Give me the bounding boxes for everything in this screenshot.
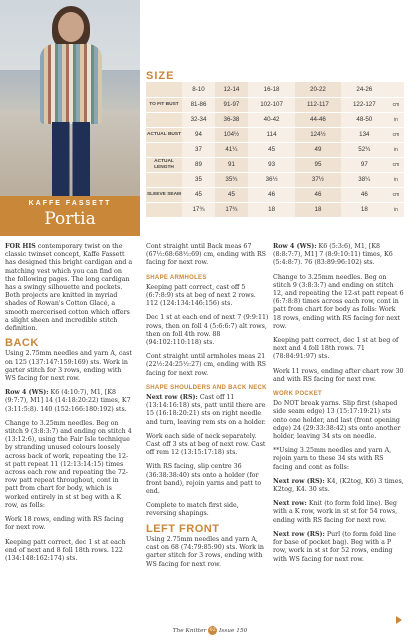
row-label <box>146 112 182 127</box>
front-work-rows: Work 11 rows, ending after chart row 30 and with RS facing for next row. <box>273 367 404 383</box>
unit-cell: cm <box>388 187 404 202</box>
table-row <box>146 127 404 142</box>
unit-cell: cm <box>388 97 404 112</box>
row-label: TO FIT BUST <box>146 97 182 112</box>
armholes-decrease: Dec 1 st at each end of next 7 (9:9:11) rows, then on foll 4 (5:6:6:7) alt rows, then on foll 4th row. 88 (94:102:110:118) sts. <box>146 314 269 347</box>
page-number-badge: 02 <box>209 627 216 633</box>
row-text: K6 (4:10:7), M1, [K8 (9:7:7), M1] 14 (14:18:20:22) times, K7 (3:11:5:8). 140 (152:166:180:192) sts. <box>5 389 131 413</box>
back-row4 <box>5 389 133 414</box>
armholes-heading: SHAPE ARMHOLES <box>146 274 207 281</box>
row-lead: Next row: <box>273 500 307 508</box>
left-front-cast-on: Using 2.75mm needles and yarn A, cast on 68 (74:79:85:90) sts. Work in garter stitch for 3 rows, ending with WS facing for next row. <box>146 535 264 568</box>
column-1 <box>5 243 133 569</box>
table-row <box>146 142 404 157</box>
pocket-heading: WORK POCKET <box>273 391 322 398</box>
table-cell: 35¾ <box>215 172 248 187</box>
back-decrease: Keeping patt correct, dec 1 st at each end of next and 8 foll 18th rows. 122 (134:148:162:174) sts. <box>5 538 126 562</box>
size-col-header: 20-22 <box>295 82 340 97</box>
row-text: Purl (to form fold line for base of pocket bag). Beg with a P row, work in st st for 52 rows, ending with WS facing for next row. <box>273 530 397 563</box>
shoulders-slip-centre: With RS facing, slip centre 36 (36:38:38:40) sts onto a holder (for front band), rejoin yarns and patt to end. <box>146 463 262 496</box>
table-cell: 91-97 <box>215 97 248 112</box>
table-row <box>146 157 404 172</box>
unit-cell: in <box>388 172 404 187</box>
table-cell: 17¾ <box>215 202 248 217</box>
table-cell: 41¼ <box>215 142 248 157</box>
unit-cell: in <box>388 202 404 217</box>
table-cell: 114 <box>248 127 295 142</box>
size-heading: SIZE <box>146 70 175 82</box>
table-cell: 81-86 <box>182 97 215 112</box>
size-col-header: 8-10 <box>182 82 215 97</box>
page-footer <box>150 626 270 635</box>
issue-label: Issue 150 <box>219 628 248 634</box>
table-cell: 124½ <box>295 127 340 142</box>
row-text: Knit (to form fold line). Beg with a K row, work in st st for 54 rows, ending with RS facing for next row. <box>273 500 398 524</box>
front-decrease: Keeping patt correct, dec 1 st at beg of next and 4 foll 18th rows. 71 (78:84:91:97) sts. <box>273 337 399 361</box>
unit-cell: in <box>388 142 404 157</box>
column-2 <box>146 243 269 575</box>
table-row <box>146 97 404 112</box>
row-lead: Next row (RS): <box>273 477 325 485</box>
back-heading: BACK <box>5 337 39 350</box>
unit-cell: cm <box>388 157 404 172</box>
table-cell: 49 <box>295 142 340 157</box>
column-3 <box>273 243 404 570</box>
magazine-name: The Knitter <box>172 628 207 634</box>
table-cell: 40-42 <box>248 112 295 127</box>
row-lead: Next row (RS): <box>146 394 198 402</box>
table-cell: 48-50 <box>341 112 388 127</box>
back-cast-on: Using 2.75mm needles and yarn A, cast on 125 (137:147:159:169) sts. Work in garter stitch for 3 rows, ending with WS facing for next row. <box>5 350 132 383</box>
table-row <box>146 202 404 217</box>
back-cont-straight: Cont straight until Back meas 67 (67½:68:68½:69) cm, ending with RS facing for next row. <box>146 243 266 267</box>
shoulders-next-row <box>146 394 269 427</box>
intro-paragraph <box>5 243 133 333</box>
table-cell: 18 <box>295 202 340 217</box>
row-label: ACTUAL BUST <box>146 127 182 142</box>
table-cell: 91 <box>215 157 248 172</box>
back-work-rows: Work 18 rows, ending with RS facing for next row. <box>5 516 124 532</box>
table-cell: 36-38 <box>215 112 248 127</box>
row-lead: Row 4 (WS): <box>273 243 317 250</box>
continue-arrow-icon <box>396 616 402 624</box>
size-col-header: 16-18 <box>248 82 295 97</box>
table-cell: 44-46 <box>295 112 340 127</box>
table-cell: 104½ <box>215 127 248 142</box>
table-cell: 89 <box>182 157 215 172</box>
shoulders-complete: Complete to match first side, reversing shapings. <box>146 502 239 518</box>
table-row <box>146 187 404 202</box>
back-chart-instructions: Change to 3.25mm needles. Beg on stitch 9 (3:8:3:7) and ending on stitch 4 (13:12:6), using the Fair Isle technique by stranding unused colours loosely across back of work, repeating the 12-st patt repeat 11 (12:13:14:15) times across each row and repeating the 72-row patt repeat throughout, cont in patt from chart for body, which is worked entirely in st st beg with a K row, as folls: <box>5 419 132 509</box>
armholes-cont: Cont straight until armholes meas 21 (22½:24:25½:27) cm, ending with RS facing for next row. <box>146 353 266 377</box>
table-cell: 37½ <box>295 172 340 187</box>
pocket-rejoin: **Using 3.25mm needles and yarn A, rejoin yarn to these 34 sts with RS facing and cont as folls: <box>273 447 392 471</box>
table-cell: 102-107 <box>248 97 295 112</box>
table-cell: 95 <box>295 157 340 172</box>
table-cell: 45 <box>182 187 215 202</box>
table-cell: 18 <box>341 202 388 217</box>
photo-cardigan <box>40 44 102 124</box>
intro-lead: FOR HIS <box>5 243 36 250</box>
model-photo <box>0 0 140 196</box>
row-text: K4, (K2tog, K6) 3 times, K2tog, K4. 30 sts. <box>273 477 404 494</box>
table-cell: 122-127 <box>341 97 388 112</box>
table-cell: 18 <box>248 202 295 217</box>
row-label <box>146 172 182 187</box>
front-row4 <box>273 243 404 268</box>
designer-name: KAFFE FASSETT <box>28 200 112 207</box>
shoulders-heading: SHAPE SHOULDERS AND BACK NECK <box>146 384 267 391</box>
size-header-row <box>146 82 404 97</box>
table-cell: 134 <box>341 127 388 142</box>
row-label <box>146 202 182 217</box>
unit-cell <box>388 82 404 97</box>
row-text: K6 (5:3:6), M1, [K8 (8:8:7:7), M1] 7 (8:9:10:11) times, K6 (5:4:8:7). 76 (83:89:96:102) sts. <box>273 243 393 267</box>
table-cell: 37 <box>182 142 215 157</box>
table-cell: 36½ <box>248 172 295 187</box>
table-cell: 97 <box>341 157 388 172</box>
table-cell: 45 <box>248 142 295 157</box>
table-cell: 46 <box>341 187 388 202</box>
row-label: ACTUAL LENGTH <box>146 157 182 172</box>
table-cell: 32-34 <box>182 112 215 127</box>
row-label: SLEEVE SEAM <box>146 187 182 202</box>
table-cell: 112-117 <box>295 97 340 112</box>
table-cell: 93 <box>248 157 295 172</box>
table-cell: 94 <box>182 127 215 142</box>
pocket-slip-sts: Do NOT break yarns. Slip first (shaped side seam edge) 13 (15:17:19:21) sts onto one holder, and last (front opening edge) 24 (29:33:38:42) sts onto another holder, leaving 34 sts on needle. <box>273 400 401 441</box>
row-lead: Row 4 (WS): <box>5 389 49 397</box>
table-cell: 46 <box>295 187 340 202</box>
table-cell: 35 <box>182 172 215 187</box>
intro-text: contemporary twist on the classic twinset concept, Kaffe Fassett has designed this bright cardigan and a matching vest which you can find on the following pages. The long cardigan has a swingy silhouette and pockets. Both projects are knitted in myriad shades of Rowan's Cotton Glacé, a smooth mercerised cotton which offers a slight sheen and incredible stitch definition. <box>5 243 133 333</box>
table-cell: 52¾ <box>341 142 388 157</box>
pattern-title: Portia <box>44 209 96 229</box>
size-col-header: 12-14 <box>215 82 248 97</box>
table-cell: 46 <box>248 187 295 202</box>
unit-cell: cm <box>388 127 404 142</box>
photo-jeans <box>52 122 90 196</box>
armholes-cast-off: Keeping patt correct, cast off 5 (6:7:8:9) sts at beg of next 2 rows. 112 (124:134:146:156) sts. <box>146 283 256 308</box>
table-cell: 45 <box>215 187 248 202</box>
size-table <box>146 82 404 218</box>
front-chart-instructions: Change to 3.25mm needles. Beg on stitch 9 (3:8:3:7) and ending on stitch 12, and repeating the 12-st patt repeat 6 (6:7:8:8) times across each row, cont in patt from chart for body as folls: Work 18 rows, ending with RS facing for next row. <box>273 273 404 330</box>
size-col-header: 24-26 <box>341 82 388 97</box>
title-band <box>0 196 140 236</box>
table-cell: 17¾ <box>182 202 215 217</box>
row-lead: Next row (RS): <box>273 530 325 538</box>
size-table-corner <box>146 82 182 97</box>
table-row <box>146 172 404 187</box>
table-row <box>146 112 404 127</box>
left-front-heading: LEFT FRONT <box>146 522 220 535</box>
row-label <box>146 142 182 157</box>
row-text: Cast off 11 (13:14:16:18) sts, patt until there are 15 (16:18:20:21) sts on right needle and turn, leaving rem sts on a holder. <box>146 394 266 426</box>
photo-face <box>58 12 84 42</box>
pocket-next-knit <box>273 500 404 525</box>
shoulders-neck: Work each side of neck separately. Cast off 3 sts at beg of next row. Cast off rem 12 (13:15:17:18) sts. <box>146 432 266 457</box>
pocket-next-rs <box>273 478 404 494</box>
pocket-next-purl <box>273 531 404 564</box>
unit-cell: in <box>388 112 404 127</box>
table-cell: 38¼ <box>341 172 388 187</box>
